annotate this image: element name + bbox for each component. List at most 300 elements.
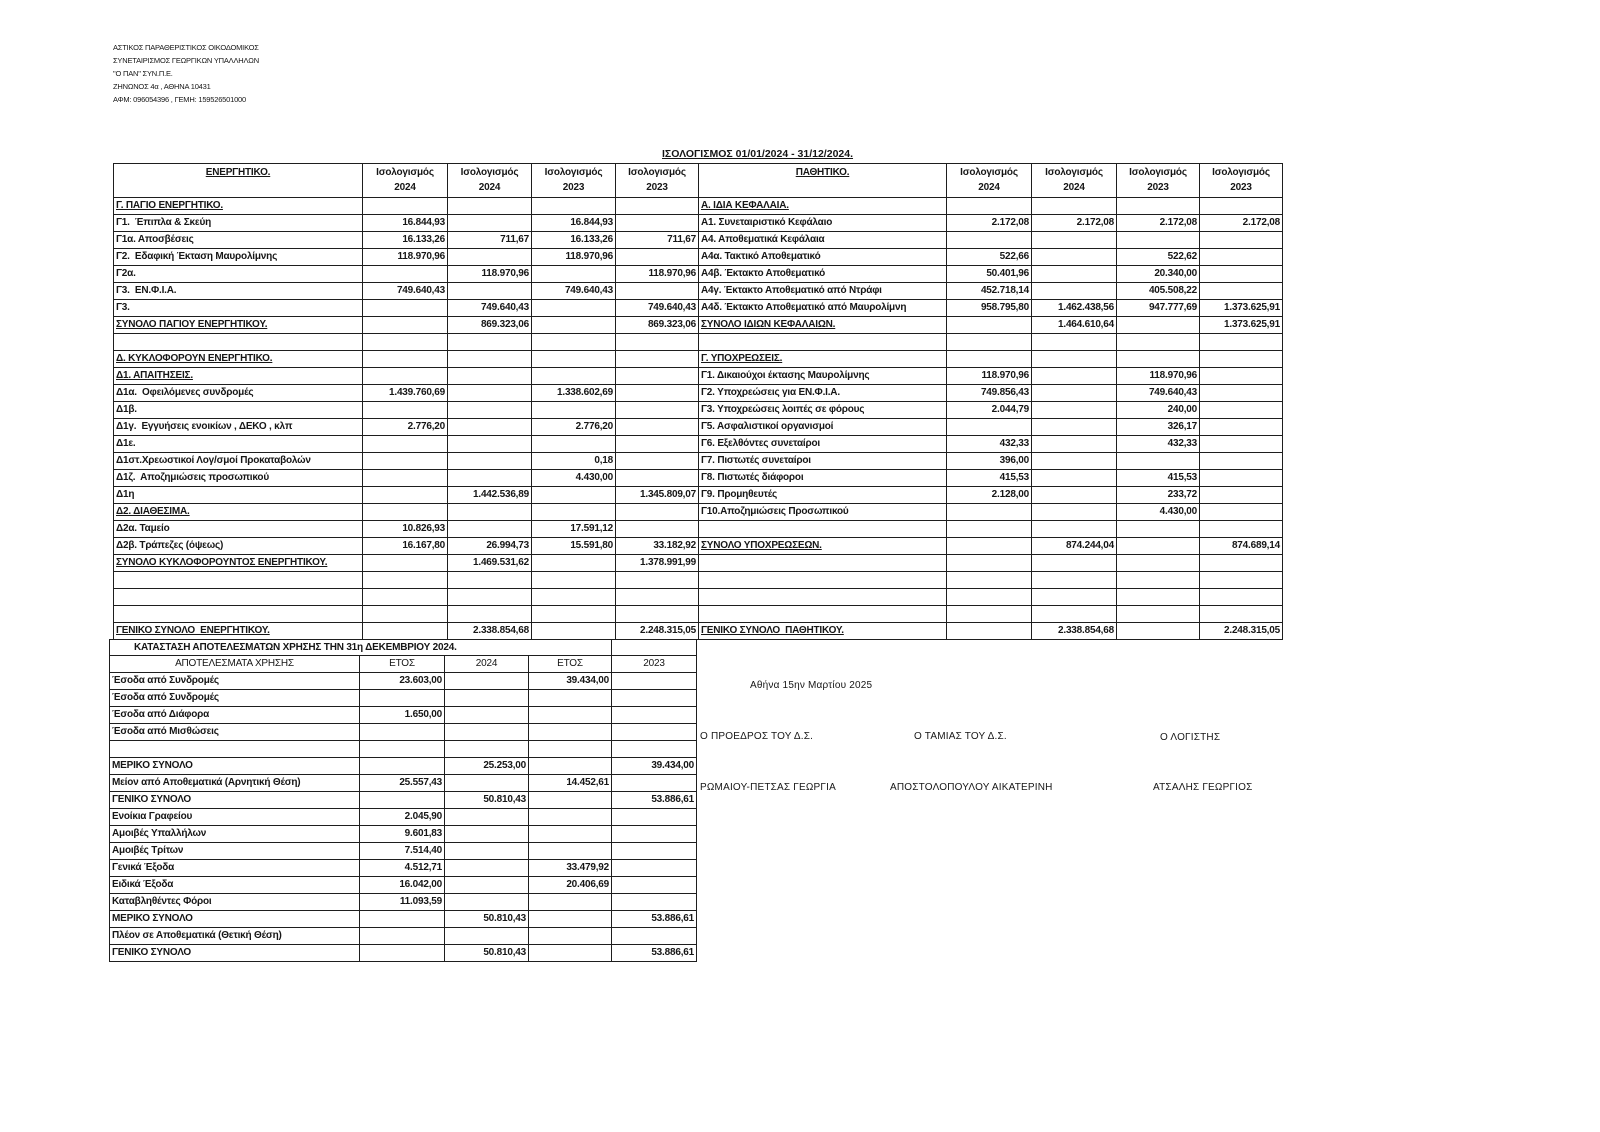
- liability-account-label: Γ2. Υποχρεώσεις για ΕΝ.Φ.Ι.Α.: [699, 385, 947, 402]
- liability-amount: [1200, 589, 1283, 606]
- result-item-label: Έσοδα από Μισθώσεις: [110, 724, 360, 741]
- income-statement-title: ΚΑΤΑΣΤΑΣΗ ΑΠΟΤΕΛΕΣΜΑΤΩΝ ΧΡΗΣΗΣ ΤΗΝ 31η ΔΕΚΕΜΒΡΙΟΥ 2024.: [110, 640, 612, 656]
- result-amount: [445, 809, 529, 826]
- liability-amount: [1200, 436, 1283, 453]
- asset-amount: 749.640,43: [532, 283, 616, 300]
- liability-account-label: Γ3. Υποχρεώσεις λοιπές σε φόρους: [699, 402, 947, 419]
- asset-amount: [363, 623, 448, 640]
- asset-amount: [448, 351, 532, 368]
- liability-account-label: ΓΕΝΙΚΟ ΣΥΝΟΛΟ ΠΑΘΗΤΙΚΟΥ.: [699, 623, 947, 640]
- asset-amount: 2.776,20: [363, 419, 448, 436]
- asset-amount: [448, 215, 532, 232]
- liability-amount: 2.172,08: [947, 215, 1032, 232]
- liability-amount: [1200, 351, 1283, 368]
- result-amount: [529, 843, 612, 860]
- asset-account-label: Δ1γ. Εγγυήσεις ενοικίων , ΔΕΚΟ , κλπ: [114, 419, 363, 436]
- company-letterhead: [113, 41, 259, 106]
- place-date: Αθήνα 15ην Μαρτίου 2025: [750, 680, 873, 691]
- result-amount: 1.650,00: [360, 707, 445, 724]
- document-title: ΙΣΟΛΟΓΙΣΜΟΣ 01/01/2024 - 31/12/2024.: [662, 148, 854, 160]
- column-header-year: 2023: [1147, 182, 1169, 193]
- asset-amount: [616, 334, 699, 351]
- liability-account-label: [699, 589, 947, 606]
- liability-amount: [1032, 453, 1117, 470]
- liability-amount: [1032, 266, 1117, 283]
- liability-amount: 432,33: [1117, 436, 1200, 453]
- liability-amount: [947, 623, 1032, 640]
- result-amount: 50.810,43: [445, 792, 529, 809]
- asset-amount: [532, 300, 616, 317]
- column-header: [616, 164, 699, 198]
- asset-amount: [448, 436, 532, 453]
- result-amount: [612, 860, 697, 877]
- asset-amount: [363, 606, 448, 623]
- asset-amount: [532, 198, 616, 215]
- result-amount: 11.093,59: [360, 894, 445, 911]
- asset-amount: [448, 521, 532, 538]
- liability-amount: [1032, 470, 1117, 487]
- liability-amount: 522,66: [947, 249, 1032, 266]
- asset-amount: [363, 402, 448, 419]
- result-amount: 50.810,43: [445, 911, 529, 928]
- liability-amount: [947, 198, 1032, 215]
- result-amount: [612, 724, 697, 741]
- asset-amount: [616, 521, 699, 538]
- liability-account-label: ΣΥΝΟΛΟ ΥΠΟΧΡΕΩΣΕΩΝ.: [699, 538, 947, 555]
- liability-amount: 2.128,00: [947, 487, 1032, 504]
- liability-amount: [1200, 402, 1283, 419]
- result-amount: 53.886,61: [612, 945, 697, 962]
- liability-account-label: Γ9. Προμηθευτές: [699, 487, 947, 504]
- result-amount: [529, 690, 612, 707]
- asset-amount: [448, 419, 532, 436]
- result-amount: [529, 826, 612, 843]
- liability-amount: [1200, 266, 1283, 283]
- result-amount: [445, 928, 529, 945]
- asset-amount: [532, 487, 616, 504]
- liability-amount: 522,62: [1117, 249, 1200, 266]
- liability-account-label: Α4γ. Έκτακτο Αποθεματικό από Ντράφι: [699, 283, 947, 300]
- company-short-name: "Ο ΠΑΝ" ΣΥΝ.Π.Ε.: [113, 69, 173, 78]
- results-column-header: 2024: [445, 656, 529, 673]
- liability-amount: [1200, 385, 1283, 402]
- asset-amount: 1.469.531,62: [448, 555, 532, 572]
- asset-amount: [532, 368, 616, 385]
- liability-amount: [1200, 232, 1283, 249]
- result-amount: [612, 775, 697, 792]
- result-amount: [612, 707, 697, 724]
- result-item-label: ΓΕΝΙΚΟ ΣΥΝΟΛΟ: [110, 945, 360, 962]
- asset-amount: 118.970,96: [616, 266, 699, 283]
- liability-amount: [1032, 232, 1117, 249]
- result-amount: [612, 809, 697, 826]
- liability-amount: [1117, 317, 1200, 334]
- asset-amount: 16.167,80: [363, 538, 448, 555]
- asset-amount: [616, 572, 699, 589]
- asset-amount: [448, 589, 532, 606]
- asset-amount: [616, 453, 699, 470]
- asset-account-label: Γ3.: [114, 300, 363, 317]
- liability-amount: [1200, 555, 1283, 572]
- column-header-year: 2024: [478, 182, 501, 193]
- asset-amount: 2.338.854,68: [448, 623, 532, 640]
- asset-account-label: Δ2. ΔΙΑΘΕΣΙΜΑ.: [114, 504, 363, 521]
- liability-account-label: [699, 334, 947, 351]
- asset-amount: 10.826,93: [363, 521, 448, 538]
- liability-amount: [1200, 368, 1283, 385]
- asset-amount: [448, 198, 532, 215]
- result-amount: [445, 741, 529, 758]
- liability-amount: 1.373.625,91: [1200, 300, 1283, 317]
- result-amount: [529, 758, 612, 775]
- result-item-label: ΜΕΡΙΚΟ ΣΥΝΟΛΟ: [110, 758, 360, 775]
- asset-amount: [532, 555, 616, 572]
- liability-amount: 1.464.610,64: [1032, 317, 1117, 334]
- liability-amount: [1117, 555, 1200, 572]
- result-amount: [445, 877, 529, 894]
- result-amount: [360, 928, 445, 945]
- results-column-header: 2023: [612, 656, 697, 673]
- results-column-header: ΕΤΟΣ: [360, 656, 445, 673]
- liability-amount: [1117, 623, 1200, 640]
- asset-amount: 118.970,96: [532, 249, 616, 266]
- result-amount: [529, 945, 612, 962]
- signature-name-treasurer: ΑΠΟΣΤΟΛΟΠΟΥΛΟΥ ΑΙΚΑΤΕΡΙΝΗ: [890, 782, 1053, 793]
- result-amount: 14.452,61: [529, 775, 612, 792]
- liability-amount: [1032, 436, 1117, 453]
- asset-amount: 749.640,43: [448, 300, 532, 317]
- asset-amount: [532, 504, 616, 521]
- asset-amount: [532, 317, 616, 334]
- result-amount: 39.434,00: [529, 673, 612, 690]
- asset-amount: 4.430,00: [532, 470, 616, 487]
- column-header-year: 2024: [978, 182, 1000, 193]
- result-amount: [529, 911, 612, 928]
- empty-cell: [612, 640, 697, 656]
- liability-amount: [1032, 606, 1117, 623]
- asset-amount: [363, 317, 448, 334]
- liability-amount: 118.970,96: [947, 368, 1032, 385]
- liability-amount: [1200, 419, 1283, 436]
- liability-amount: [947, 504, 1032, 521]
- result-item-label: [110, 741, 360, 758]
- result-amount: 39.434,00: [612, 758, 697, 775]
- result-amount: 25.557,43: [360, 775, 445, 792]
- company-name-line: ΣΥΝΕΤΑΙΡΙΣΜΟΣ ΓΕΩΡΓΙΚΩΝ ΥΠΑΛΛΗΛΩΝ: [113, 56, 259, 65]
- asset-amount: [448, 453, 532, 470]
- asset-amount: [363, 351, 448, 368]
- asset-amount: [448, 504, 532, 521]
- liability-amount: [1200, 453, 1283, 470]
- result-amount: [445, 673, 529, 690]
- liability-amount: [947, 572, 1032, 589]
- liability-amount: [1032, 504, 1117, 521]
- result-item-label: ΓΕΝΙΚΟ ΣΥΝΟΛΟ: [110, 792, 360, 809]
- asset-account-label: Γ. ΠΑΓΙΟ ΕΝΕΡΓΗΤΙΚΟ.: [114, 198, 363, 215]
- liability-amount: [1200, 504, 1283, 521]
- asset-amount: [616, 198, 699, 215]
- asset-amount: 17.591,12: [532, 521, 616, 538]
- result-amount: [360, 911, 445, 928]
- liability-amount: 452.718,14: [947, 283, 1032, 300]
- asset-amount: 1.439.760,69: [363, 385, 448, 402]
- liability-amount: 326,17: [1117, 419, 1200, 436]
- asset-amount: [363, 334, 448, 351]
- asset-account-label: [114, 572, 363, 589]
- liability-account-label: [699, 521, 947, 538]
- column-header: [1032, 164, 1117, 198]
- result-amount: 20.406,69: [529, 877, 612, 894]
- liability-amount: [1117, 351, 1200, 368]
- asset-amount: [448, 402, 532, 419]
- liability-amount: [1032, 351, 1117, 368]
- liability-amount: 749.640,43: [1117, 385, 1200, 402]
- result-amount: [529, 928, 612, 945]
- column-header-year: 2023: [562, 182, 585, 193]
- result-amount: [445, 690, 529, 707]
- asset-amount: 16.844,93: [532, 215, 616, 232]
- liability-amount: 396,00: [947, 453, 1032, 470]
- result-amount: [360, 741, 445, 758]
- result-amount: [360, 792, 445, 809]
- asset-amount: [448, 572, 532, 589]
- liability-amount: 233,72: [1117, 487, 1200, 504]
- liability-account-label: Α. ΙΔΙΑ ΚΕΦΑΛΑΙΑ.: [699, 198, 947, 215]
- result-item-label: Πλέον σε Αποθεματικά (Θετική Θέση): [110, 928, 360, 945]
- asset-amount: [448, 606, 532, 623]
- result-amount: 7.514,40: [360, 843, 445, 860]
- result-item-label: Έσοδα από Συνδρομές: [110, 673, 360, 690]
- liability-account-label: Α1. Συνεταιριστικό Κεφάλαιο: [699, 215, 947, 232]
- column-header-label: Ισολογισμός: [460, 167, 519, 178]
- liability-amount: [947, 521, 1032, 538]
- liability-amount: 405.508,22: [1117, 283, 1200, 300]
- asset-account-label: Δ1ε.: [114, 436, 363, 453]
- asset-account-label: Δ1β.: [114, 402, 363, 419]
- result-amount: 16.042,00: [360, 877, 445, 894]
- column-header-label: Ισολογισμός: [1212, 167, 1270, 178]
- result-amount: 33.479,92: [529, 860, 612, 877]
- liability-amount: [1117, 232, 1200, 249]
- asset-amount: [363, 589, 448, 606]
- signature-name-president: ΡΩΜΑΙΟΥ-ΠΕΤΣΑΣ ΓΕΩΡΓΙΑ: [700, 782, 836, 793]
- asset-amount: 711,67: [448, 232, 532, 249]
- asset-account-label: Δ2β. Τράπεζες (όψεως): [114, 538, 363, 555]
- result-amount: [445, 707, 529, 724]
- liability-amount: [947, 589, 1032, 606]
- result-item-label: Καταβληθέντες Φόροι: [110, 894, 360, 911]
- company-name-line: ΑΣΤΙΚΟΣ ΠΑΡΑΘΕΡΙΣΤΙΚΟΣ ΟΙΚΟΔΟΜΙΚΟΣ: [113, 43, 259, 52]
- liability-amount: [947, 538, 1032, 555]
- column-header-year: 2024: [394, 182, 416, 193]
- result-amount: [612, 894, 697, 911]
- result-amount: [612, 928, 697, 945]
- liability-amount: [1032, 521, 1117, 538]
- result-amount: [445, 860, 529, 877]
- liability-amount: 958.795,80: [947, 300, 1032, 317]
- asset-account-label: Δ1στ.Χρεωστικοί Λογ/σμοί Προκαταβολών: [114, 453, 363, 470]
- asset-amount: 16.844,93: [363, 215, 448, 232]
- result-item-label: Αμοιβές Υπαλλήλων: [110, 826, 360, 843]
- result-item-label: Ενοίκια Γραφείου: [110, 809, 360, 826]
- asset-amount: [532, 572, 616, 589]
- liability-amount: 415,53: [947, 470, 1032, 487]
- result-amount: [445, 775, 529, 792]
- liability-account-label: Γ5. Ασφαλιστικοί οργανισμοί: [699, 419, 947, 436]
- liability-amount: [1200, 470, 1283, 487]
- result-amount: [612, 741, 697, 758]
- result-amount: [612, 826, 697, 843]
- asset-amount: [363, 436, 448, 453]
- liability-amount: [1200, 572, 1283, 589]
- asset-amount: [616, 249, 699, 266]
- result-amount: [529, 707, 612, 724]
- results-column-header: ΕΤΟΣ: [529, 656, 612, 673]
- liability-amount: 432,33: [947, 436, 1032, 453]
- liability-amount: [1032, 402, 1117, 419]
- result-amount: [529, 724, 612, 741]
- asset-amount: 26.994,73: [448, 538, 532, 555]
- asset-amount: [448, 249, 532, 266]
- asset-account-label: [114, 589, 363, 606]
- result-amount: [612, 843, 697, 860]
- asset-amount: 1.345.809,07: [616, 487, 699, 504]
- liability-amount: [947, 555, 1032, 572]
- asset-amount: [363, 555, 448, 572]
- result-item-label: Μείον από Αποθεματικά (Αρνητική Θέση): [110, 775, 360, 792]
- liability-amount: [1032, 589, 1117, 606]
- liability-amount: 749.856,43: [947, 385, 1032, 402]
- liability-account-label: Γ6. Εξελθόντες συνεταίροι: [699, 436, 947, 453]
- asset-amount: [616, 283, 699, 300]
- liability-amount: 2.172,08: [1117, 215, 1200, 232]
- result-amount: [529, 894, 612, 911]
- asset-amount: 118.970,96: [448, 266, 532, 283]
- asset-account-label: ΣΥΝΟΛΟ ΠΑΓΙΟΥ ΕΝΕΡΓΗΤΙΚΟΥ.: [114, 317, 363, 334]
- liability-amount: 2.248.315,05: [1200, 623, 1283, 640]
- liability-amount: [1117, 606, 1200, 623]
- asset-amount: [363, 504, 448, 521]
- asset-account-label: Γ3. ΕΝ.Φ.Ι.Α.: [114, 283, 363, 300]
- asset-account-label: Δ2α. Ταμείο: [114, 521, 363, 538]
- liability-amount: [1200, 521, 1283, 538]
- column-header: [947, 164, 1032, 198]
- column-header: [532, 164, 616, 198]
- results-column-header: ΑΠΟΤΕΛΕΣΜΑΤΑ ΧΡΗΣΗΣ: [110, 656, 360, 673]
- asset-amount: [532, 402, 616, 419]
- asset-amount: 711,67: [616, 232, 699, 249]
- asset-amount: [363, 198, 448, 215]
- liability-account-label: [699, 606, 947, 623]
- result-amount: [529, 809, 612, 826]
- liability-account-label: [699, 572, 947, 589]
- liability-amount: [947, 334, 1032, 351]
- asset-account-label: Δ. ΚΥΚΛΟΦΟΡΟΥΝ ΕΝΕΡΓΗΤΙΚΟ.: [114, 351, 363, 368]
- asset-amount: [363, 300, 448, 317]
- asset-amount: [448, 470, 532, 487]
- asset-amount: 33.182,92: [616, 538, 699, 555]
- liability-amount: [1032, 487, 1117, 504]
- asset-account-label: Γ2α.: [114, 266, 363, 283]
- asset-amount: [616, 436, 699, 453]
- asset-amount: [616, 385, 699, 402]
- asset-amount: [363, 572, 448, 589]
- column-header-label: Ισολογισμός: [544, 167, 603, 178]
- column-header: [363, 164, 448, 198]
- liability-amount: [1032, 385, 1117, 402]
- asset-amount: 869.323,06: [448, 317, 532, 334]
- asset-amount: [616, 419, 699, 436]
- liability-account-label: Α4α. Τακτικό Αποθεματικό: [699, 249, 947, 266]
- result-amount: [360, 690, 445, 707]
- liability-amount: [1117, 538, 1200, 555]
- liability-amount: [1200, 334, 1283, 351]
- liability-amount: 874.244,04: [1032, 538, 1117, 555]
- column-header: [1117, 164, 1200, 198]
- liability-amount: [1032, 368, 1117, 385]
- asset-amount: [363, 470, 448, 487]
- liability-amount: 874.689,14: [1200, 538, 1283, 555]
- asset-account-label: Δ1. ΑΠΑΙΤΗΣΕΙΣ.: [114, 368, 363, 385]
- liability-account-label: Α4. Αποθεματικά Κεφάλαια: [699, 232, 947, 249]
- liability-amount: [1032, 334, 1117, 351]
- asset-account-label: ΣΥΝΟΛΟ ΚΥΚΛΟΦΟΡΟΥΝΤΟΣ ΕΝΕΡΓΗΤΙΚΟΥ.: [114, 555, 363, 572]
- liability-amount: [1117, 589, 1200, 606]
- asset-amount: [532, 606, 616, 623]
- asset-amount: [532, 589, 616, 606]
- result-amount: [445, 894, 529, 911]
- result-amount: 2.045,90: [360, 809, 445, 826]
- result-amount: [360, 758, 445, 775]
- column-header-year: 2023: [1230, 182, 1252, 193]
- result-amount: [445, 843, 529, 860]
- asset-amount: [363, 266, 448, 283]
- result-amount: [445, 826, 529, 843]
- column-header-label: Ισολογισμός: [960, 167, 1018, 178]
- liability-amount: 118.970,96: [1117, 368, 1200, 385]
- asset-amount: [616, 589, 699, 606]
- result-amount: [360, 724, 445, 741]
- asset-account-label: Δ1ζ. Αποζημιώσεις προσωπικού: [114, 470, 363, 487]
- asset-amount: [532, 266, 616, 283]
- liability-amount: [1117, 334, 1200, 351]
- income-statement-table: [109, 639, 697, 962]
- result-item-label: Αμοιβές Τρίτων: [110, 843, 360, 860]
- assets-heading: ΕΝΕΡΓΗΤΙΚΟ.: [114, 164, 363, 198]
- asset-account-label: ΓΕΝΙΚΟ ΣΥΝΟΛΟ ΕΝΕΡΓΗΤΙΚΟΥ.: [114, 623, 363, 640]
- signature-name-accountant: ΑΤΣΑΛΗΣ ΓΕΩΡΓΙΟΣ: [1153, 782, 1253, 793]
- asset-amount: 749.640,43: [363, 283, 448, 300]
- liability-account-label: [699, 555, 947, 572]
- asset-account-label: Δ1α. Οφειλόμενες συνδρομές: [114, 385, 363, 402]
- liability-account-label: Γ. ΥΠΟΧΡΕΩΣΕΙΣ.: [699, 351, 947, 368]
- result-amount: [529, 792, 612, 809]
- result-amount: [612, 877, 697, 894]
- liability-amount: 240,00: [1117, 402, 1200, 419]
- result-amount: [612, 690, 697, 707]
- asset-amount: 1.338.602,69: [532, 385, 616, 402]
- liability-amount: [1200, 198, 1283, 215]
- asset-amount: [616, 504, 699, 521]
- asset-amount: 16.133,26: [532, 232, 616, 249]
- liability-amount: 2.172,08: [1200, 215, 1283, 232]
- column-header-year: 2024: [1063, 182, 1085, 193]
- liability-account-label: Γ10.Αποζημιώσεις Προσωπικού: [699, 504, 947, 521]
- liability-amount: [1200, 487, 1283, 504]
- asset-amount: 1.378.991,99: [616, 555, 699, 572]
- liability-amount: 1.373.625,91: [1200, 317, 1283, 334]
- signature-role-treasurer: Ο ΤΑΜΙΑΣ ΤΟΥ Δ.Σ.: [914, 731, 1007, 742]
